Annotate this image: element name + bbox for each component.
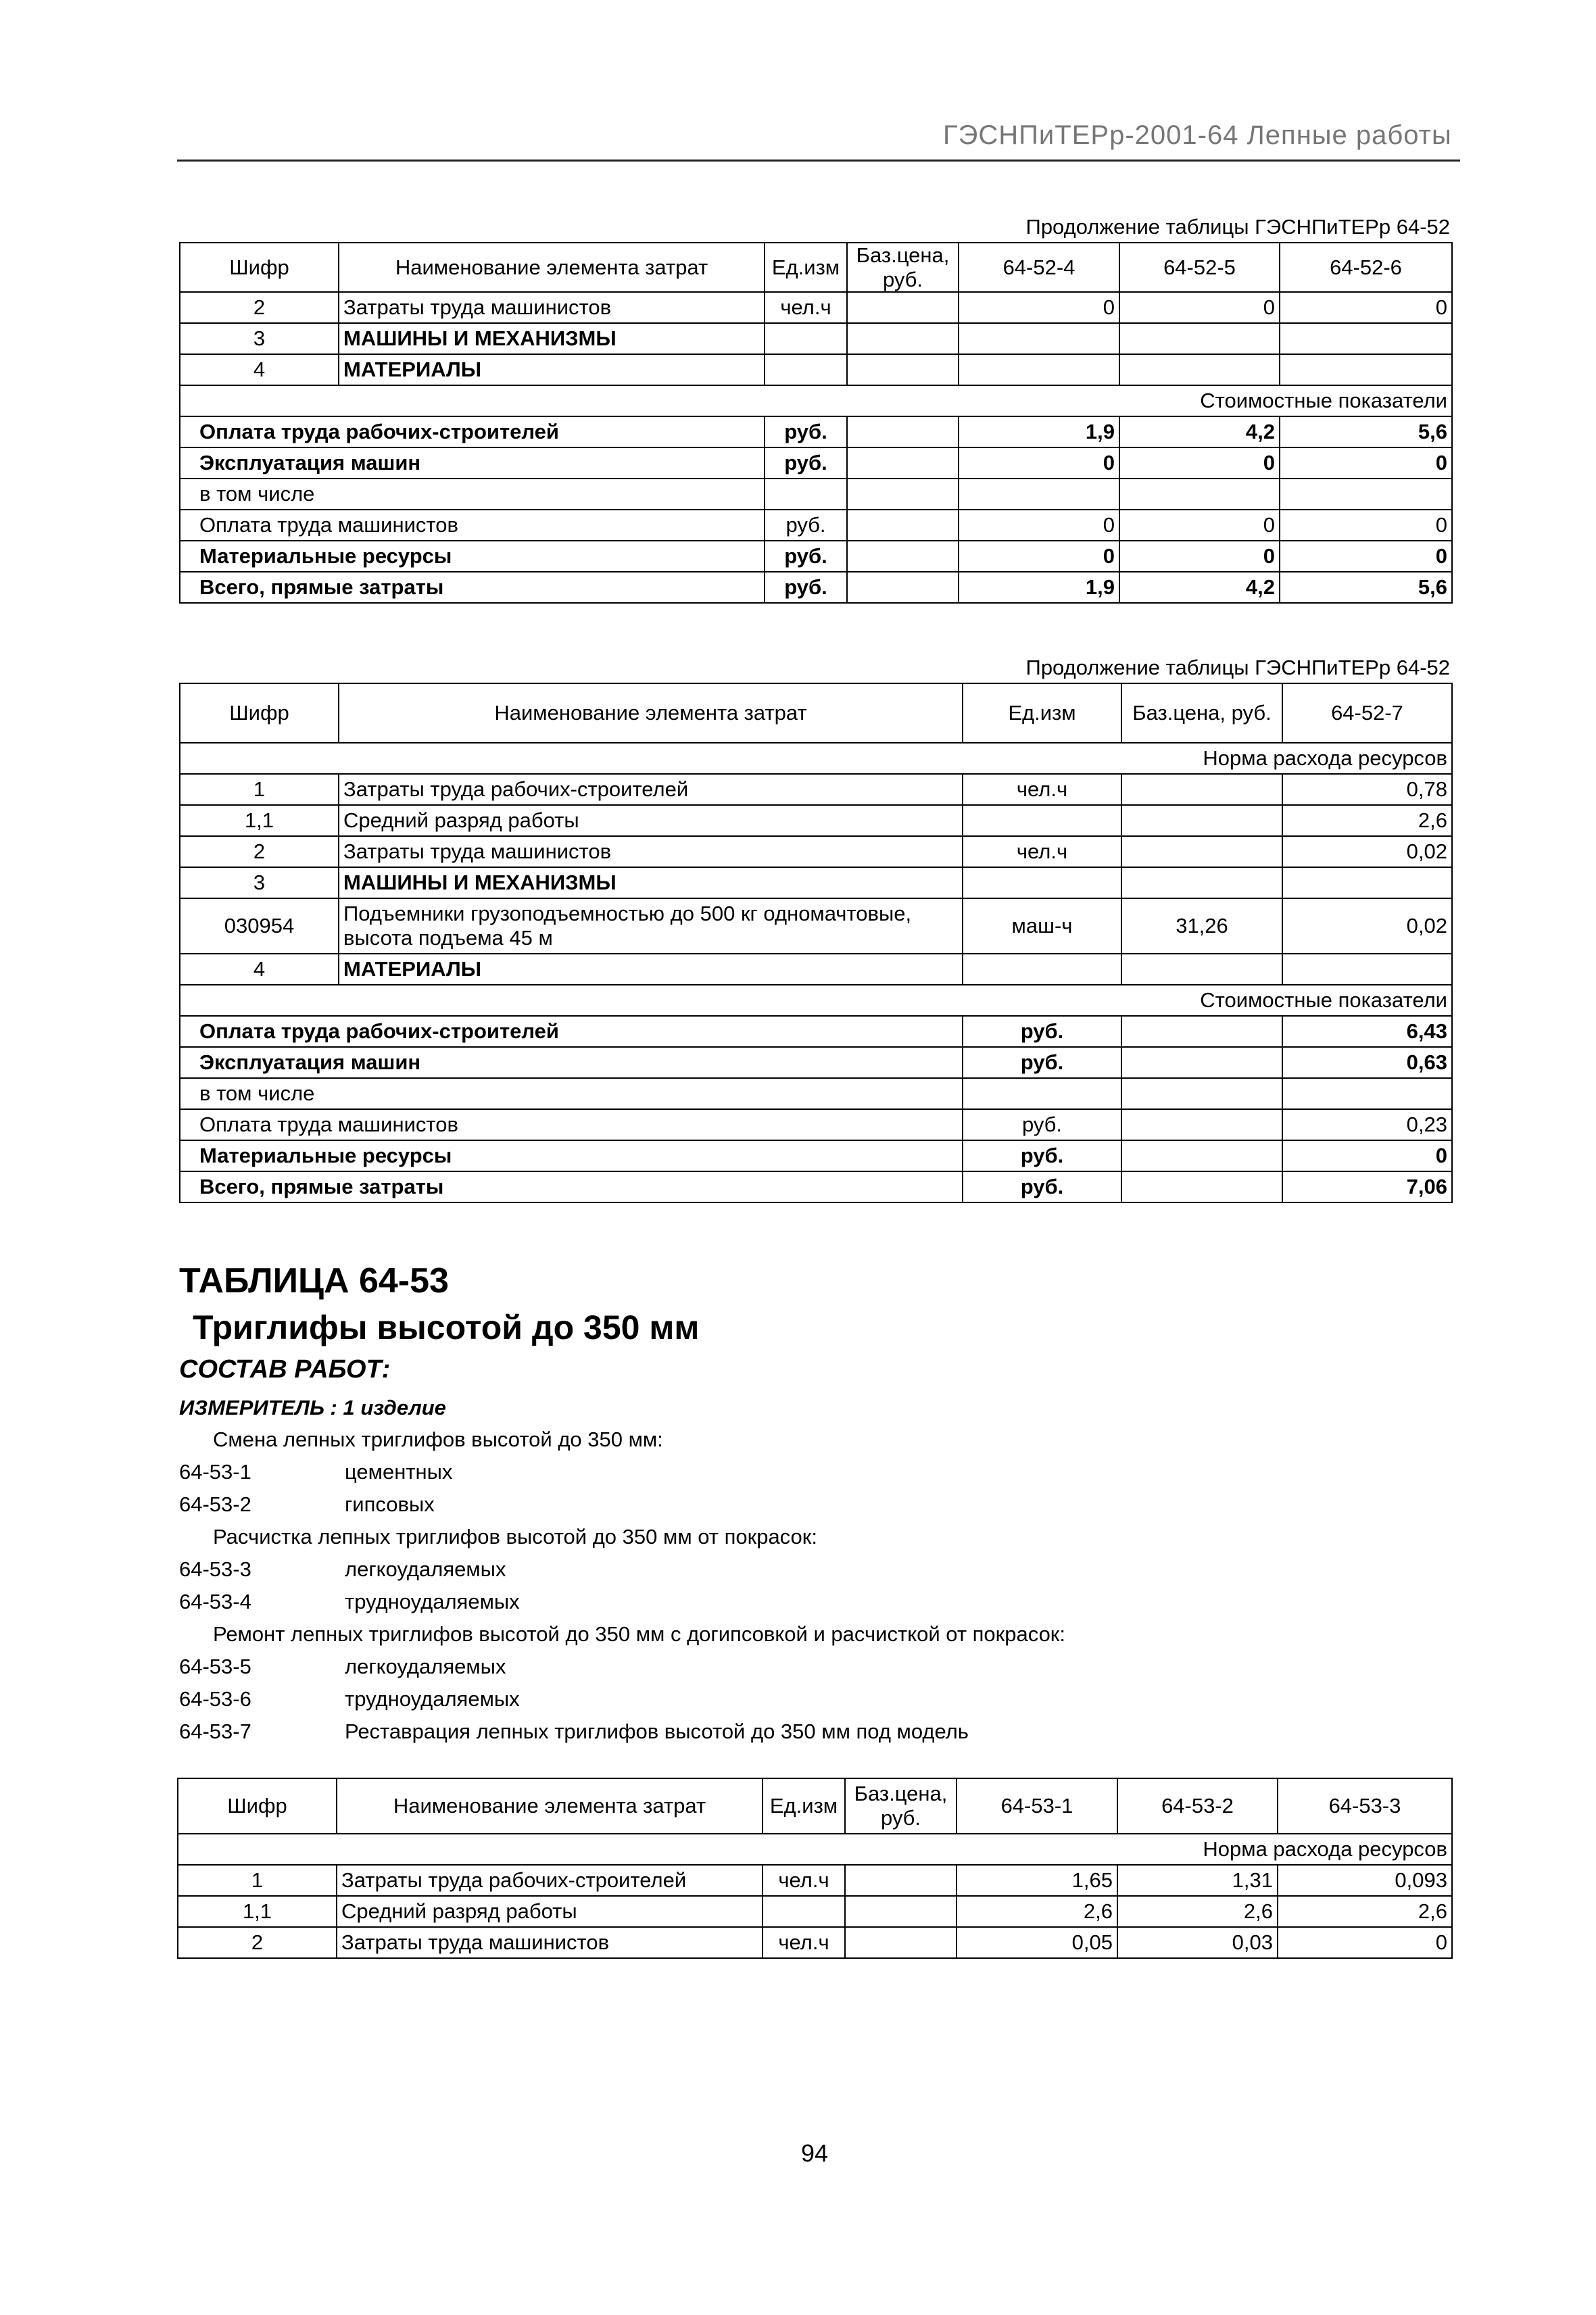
- table-row: 4 МАТЕРИАЛЫ: [180, 954, 1452, 985]
- item-code: 64-53-2: [179, 1492, 251, 1516]
- table-row: 2 Затраты труда машинистов чел.ч 0,05 0,03 0: [178, 1927, 1452, 1958]
- col-header: Наименование элемента затрат: [339, 683, 963, 743]
- col-header: Баз.цена, руб.: [845, 1778, 957, 1834]
- item-code: 64-53-5: [179, 1655, 251, 1678]
- table-row: Оплата труда рабочих-строителей руб. 6,43: [180, 1016, 1452, 1047]
- col-header: Шифр: [180, 683, 339, 743]
- table-row: 4 МАТЕРИАЛЫ: [180, 354, 1452, 385]
- table-row: 3 МАШИНЫ И МЕХАНИЗМЫ: [180, 867, 1452, 898]
- col-header: Баз.цена, руб.: [1121, 683, 1282, 743]
- meter-line: ИЗМЕРИТЕЛЬ : 1 изделие: [179, 1396, 446, 1419]
- item-code: 64-53-1: [179, 1460, 251, 1484]
- section-title: ТАБЛИЦА 64-53: [179, 1261, 449, 1300]
- table-row: Эксплуатация машин руб. 0,63: [180, 1047, 1452, 1078]
- col-header: Ед.изм: [763, 1778, 845, 1834]
- item-desc: цементных: [345, 1460, 453, 1484]
- table-row: Материальные ресурсы руб. 0 0 0: [180, 541, 1452, 572]
- item-desc: трудноудаляемых: [345, 1590, 520, 1613]
- norm-label: Норма расхода ресурсов: [180, 743, 1452, 774]
- header-rule: [177, 160, 1460, 162]
- col-header: Шифр: [180, 243, 339, 292]
- table-row: Оплата труда машинистов руб. 0 0 0: [180, 510, 1452, 541]
- group-heading: Смена лепных триглифов высотой до 350 мм:: [213, 1428, 663, 1451]
- table-row: 030954 Подъемники грузоподъемностью до 500 кг одномачтовые, высота подъема 45 м маш-ч 31,26 0,02: [180, 898, 1452, 954]
- running-header: ГЭСНПиТЕРр-2001-64 Лепные работы: [943, 120, 1452, 150]
- table-64-53: [177, 1778, 1453, 1959]
- item-desc: гипсовых: [345, 1492, 435, 1516]
- group-heading: Расчистка лепных триглифов высотой до 350 мм от покрасок:: [213, 1525, 817, 1549]
- table-row: в том числе: [180, 1078, 1452, 1109]
- table-64-52-part2: [179, 683, 1453, 1203]
- table-row: 2 Затраты труда машинистов чел.ч 0,02: [180, 836, 1452, 867]
- table-row: 2 Затраты труда машинистов чел.ч 0 0 0: [180, 292, 1452, 323]
- table-row: 1 Затраты труда рабочих-строителей чел.ч 0,78: [180, 774, 1452, 805]
- item-desc: Реставрация лепных триглифов высотой до 350 мм под модель: [345, 1720, 969, 1743]
- item-desc: легкоудаляемых: [345, 1655, 506, 1678]
- table-row: в том числе: [180, 479, 1452, 510]
- item-code: 64-53-7: [179, 1720, 251, 1743]
- continuation-caption-2: Продолжение таблицы ГЭСНПиТЕРр 64-52: [1025, 656, 1450, 679]
- item-code: 64-53-6: [179, 1687, 251, 1711]
- table-row: Всего, прямые затраты руб. 1,9 4,2 5,6: [180, 572, 1452, 603]
- table-row: Оплата труда рабочих-строителей руб. 1,9 4,2 5,6: [180, 416, 1452, 447]
- table-row: Эксплуатация машин руб. 0 0 0: [180, 447, 1452, 479]
- composition-heading: СОСТАВ РАБОТ:: [179, 1355, 391, 1384]
- table-row: 1,1 Средний разряд работы 2,6 2,6 2,6: [178, 1896, 1452, 1927]
- page-number: 94: [801, 2139, 829, 2167]
- section-label: Стоимостные показатели: [180, 985, 1452, 1016]
- col-header: Наименование элемента затрат: [337, 1778, 763, 1834]
- table-row: Материальные ресурсы руб. 0: [180, 1140, 1452, 1171]
- col-header: 64-53-2: [1117, 1778, 1278, 1834]
- norm-label: Норма расхода ресурсов: [178, 1834, 1452, 1865]
- col-header: Шифр: [178, 1778, 337, 1834]
- table-row: 1 Затраты труда рабочих-строителей чел.ч 1,65 1,31 0,093: [178, 1865, 1452, 1896]
- group-heading: Ремонт лепных триглифов высотой до 350 мм с догипсовкой и расчисткой от покрасок:: [213, 1622, 1065, 1646]
- item-code: 64-53-4: [179, 1590, 251, 1613]
- table-row: Всего, прямые затраты руб. 7,06: [180, 1171, 1452, 1202]
- item-code: 64-53-3: [179, 1557, 251, 1581]
- col-header: 64-52-6: [1280, 243, 1452, 292]
- table-row: 1,1 Средний разряд работы 2,6: [180, 805, 1452, 836]
- item-desc: трудноудаляемых: [345, 1687, 520, 1711]
- col-header: Ед.изм: [765, 243, 847, 292]
- table-64-52-part1: [179, 242, 1453, 604]
- col-header: 64-52-4: [959, 243, 1119, 292]
- item-desc: легкоудаляемых: [345, 1557, 506, 1581]
- table-row: Оплата труда машинистов руб. 0,23: [180, 1109, 1452, 1140]
- col-header: 64-53-1: [957, 1778, 1117, 1834]
- section-label: Стоимостные показатели: [180, 385, 1452, 416]
- continuation-caption-1: Продолжение таблицы ГЭСНПиТЕРр 64-52: [1025, 215, 1450, 239]
- col-header: Баз.цена, руб.: [847, 243, 959, 292]
- table-row: 3 МАШИНЫ И МЕХАНИЗМЫ: [180, 323, 1452, 354]
- col-header: Ед.изм: [963, 683, 1121, 743]
- col-header: Наименование элемента затрат: [339, 243, 765, 292]
- col-header: 64-52-7: [1282, 683, 1452, 743]
- col-header: 64-53-3: [1278, 1778, 1452, 1834]
- col-header: 64-52-5: [1119, 243, 1280, 292]
- section-subtitle: Триглифы высотой до 350 мм: [193, 1309, 700, 1346]
